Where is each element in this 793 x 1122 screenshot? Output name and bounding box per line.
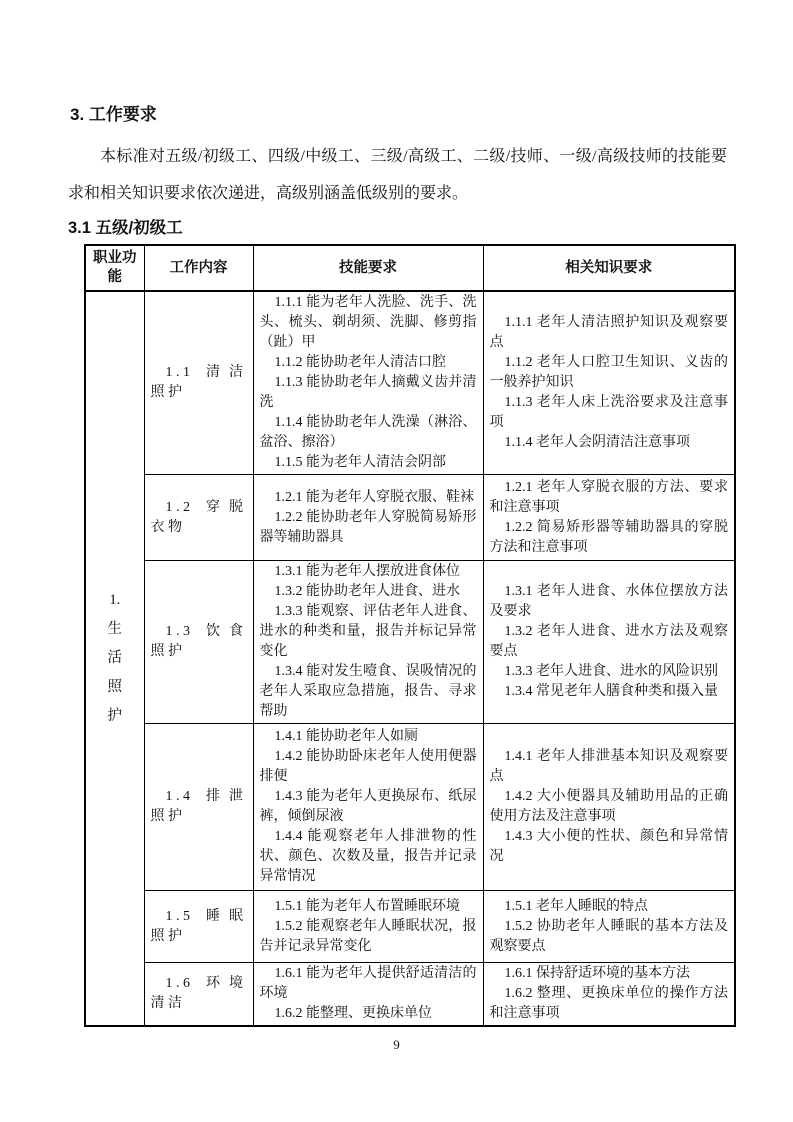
col-header-knowledge-requirements: 相关知识要求: [483, 245, 735, 291]
table-header-row: [85, 245, 735, 291]
task-cell: [144, 561, 253, 724]
skill-cell: [253, 891, 483, 963]
section-heading: 3. 工作要求: [70, 105, 157, 124]
knowledge-item: 1.1.1 老年人清洁照护知识及观察要点: [489, 315, 728, 350]
task-cell: [144, 724, 253, 891]
skill-item: 1.5.2 能观察老年人睡眠状况，报告并记录异常变化: [259, 918, 477, 954]
skill-item: 1.4.3 能为老年人更换尿布、纸尿裤，倾倒尿液: [259, 789, 477, 824]
task-label: 1.4 排泄照护: [150, 789, 247, 824]
skill-item: 1.6.1 能为老年人提供舒适清洁的环境: [259, 966, 477, 1001]
skill-item: 1.1.1 能为老年人洗脸、洗手、洗头、梳头、剃胡须、洗脚、修剪指（趾）甲: [259, 295, 477, 350]
knowledge-cell: [483, 963, 735, 1027]
knowledge-item: 1.1.4 老年人会阴清洁注意事项: [504, 435, 690, 450]
skill-item: 1.5.1 能为老年人布置睡眠环境: [274, 898, 460, 914]
task-label: 1.5 睡眠照护: [150, 908, 247, 944]
table-row: [85, 291, 735, 475]
table-row: [85, 561, 735, 724]
subsection-heading: 3.1 五级/初级工: [68, 219, 183, 237]
table-row: [85, 891, 735, 963]
task-cell: [144, 963, 253, 1027]
knowledge-cell: [483, 891, 735, 963]
skill-item: 1.1.2 能协助老年人清洁口腔: [274, 355, 446, 370]
task-cell: [144, 475, 253, 561]
knowledge-item: 1.3.1 老年人进食、水体位摆放方法及要求: [489, 584, 728, 619]
knowledge-cell: [483, 561, 735, 724]
skill-item: 1.4.1 能协助老年人如厕: [274, 729, 418, 744]
knowledge-item: 1.6.1 保持舒适环境的基本方法: [504, 966, 690, 981]
task-cell: [144, 891, 253, 963]
knowledge-cell: [483, 475, 735, 561]
skill-item: 1.1.5 能为老年人清洁会阴部: [274, 455, 446, 470]
skill-cell: [253, 963, 483, 1027]
knowledge-item: 1.5.2 协助老年人睡眠的基本方法及观察要点: [489, 918, 728, 954]
knowledge-item: 1.4.1 老年人排泄基本知识及观察要点: [489, 749, 728, 784]
col-header-occupational-function: 职业功能: [85, 245, 144, 291]
skill-item: 1.3.3 能观察、评估老年人进食、进水的种类和量，报告并标记异常变化: [259, 604, 477, 659]
page-number: 9: [393, 1037, 400, 1052]
task-label: 1.3 饮食照护: [150, 624, 247, 659]
skill-item: 1.4.4 能观察老年人排泄物的性状、颜色、次数及量，报告并记录异常情况: [259, 829, 477, 884]
task-label: 1.6 环境清洁: [150, 976, 247, 1011]
skill-item: 1.3.4 能对发生噎食、误吸情况的老年人采取应急措施，报告、寻求帮助: [259, 664, 477, 719]
skill-item: 1.6.2 能整理、更换床单位: [274, 1006, 432, 1021]
knowledge-item: 1.1.3 老年人床上洗浴要求及注意事项: [489, 395, 728, 430]
knowledge-item: 1.4.2 大小便器具及辅助用品的正确使用方法及注意事项: [489, 789, 728, 824]
skill-cell: [253, 291, 483, 475]
task-label: 1.1 清洁照护: [150, 365, 247, 400]
knowledge-item: 1.3.2 老年人进食、进水方法及观察要点: [489, 624, 728, 659]
knowledge-cell: [483, 291, 735, 475]
knowledge-item: 1.4.3 大小便的性状、颜色和异常情况: [489, 829, 728, 864]
skill-cell: [253, 724, 483, 891]
task-label: 1.2 穿脱衣物: [150, 499, 247, 535]
knowledge-item: 1.1.2 老年人口腔卫生知识、义齿的一般养护知识: [489, 355, 728, 390]
knowledge-cell: [483, 724, 735, 891]
knowledge-item: 1.5.1 老年人睡眠的特点: [504, 898, 648, 914]
col-header-work-content: 工作内容: [144, 245, 253, 291]
col-header-skill-requirements: 技能要求: [253, 245, 483, 291]
function-label-char: 活: [107, 650, 122, 666]
table-row: [85, 475, 735, 561]
knowledge-item: 1.3.4 常见老年人膳食种类和摄入量: [504, 684, 718, 699]
skill-item: 1.4.2 能协助卧床老年人使用便器排便: [259, 749, 477, 784]
requirements-table: [84, 244, 736, 1027]
skill-cell: [253, 475, 483, 561]
task-cell: [144, 291, 253, 475]
skill-item: 1.3.2 能协助老年人进食、进水: [274, 584, 460, 599]
knowledge-item: 1.3.3 老年人进食、进水的风险识别: [504, 664, 718, 679]
skill-item: 1.2.1 能为老年人穿脱衣服、鞋袜: [274, 489, 474, 505]
skill-item: 1.1.4 能协助老年人洗澡（淋浴、盆浴、擦浴）: [259, 415, 477, 450]
table-row: [85, 963, 735, 1027]
knowledge-item: 1.2.1 老年人穿脱衣服的方法、要求和注意事项: [489, 479, 728, 515]
function-label-char: 生: [107, 621, 122, 637]
function-label-char: 护: [107, 708, 122, 724]
skill-item: 1.2.2 能协助老年人穿脱简易矫形器等辅助器具: [259, 509, 477, 545]
knowledge-item: 1.6.2 整理、更换床单位的操作方法和注意事项: [489, 986, 728, 1021]
function-cell: [85, 291, 144, 1026]
skill-cell: [253, 561, 483, 724]
intro-paragraph: 本标准对五级/初级工、四级/中级工、三级/高级工、二级/技师、一级/高级技师的技能要求和相关知识要求依次递进，高级别涵盖低级别的要求。: [68, 148, 727, 202]
knowledge-item: 1.2.2 简易矫形器等辅助器具的穿脱方法和注意事项: [489, 519, 728, 555]
skill-item: 1.1.3 能协助老年人摘戴义齿并清洗: [259, 375, 477, 410]
table-row: [85, 724, 735, 891]
skill-item: 1.3.1 能为老年人摆放进食体位: [274, 564, 460, 579]
function-label-char: 1.: [109, 592, 121, 608]
function-label-char: 照: [107, 679, 122, 695]
